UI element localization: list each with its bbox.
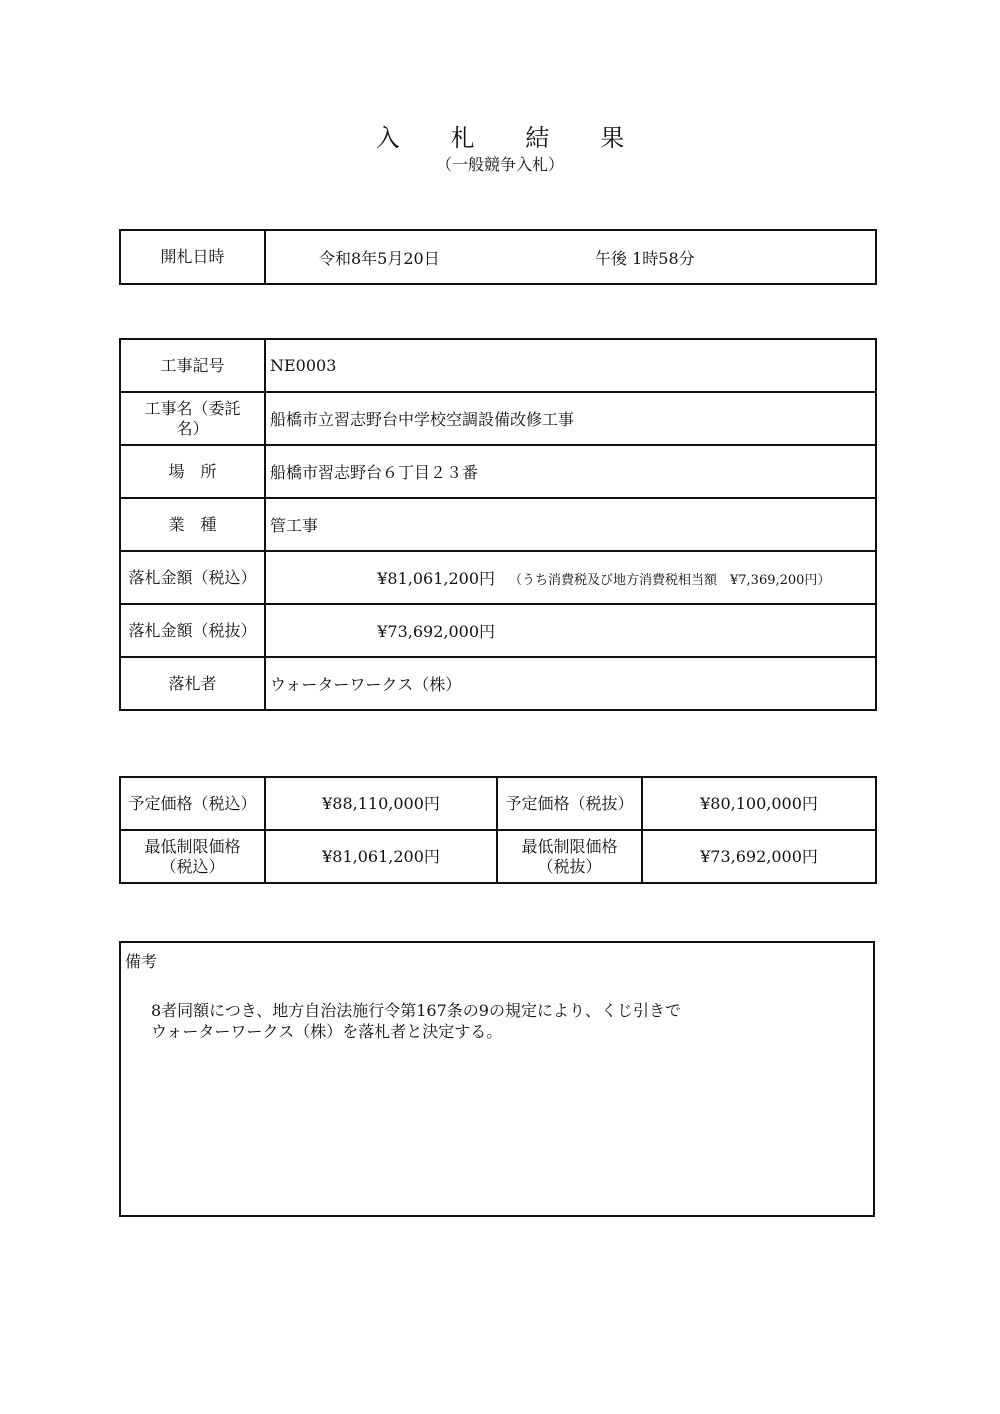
table-row [120,657,876,710]
details-table [119,338,877,711]
category-value: 管工事 [265,498,876,551]
min-price-incl-label: 最低制限価格（税込） [120,830,265,883]
table-row [120,604,876,657]
min-price-excl-label: 最低制限価格（税抜） [497,830,642,883]
bid-amount-excl-label: 落札金額（税抜） [120,604,265,657]
planned-price-excl-label: 予定価格（税抜） [497,777,642,830]
opening-table [119,229,877,285]
construction-name-label: 工事名（委託名） [120,392,265,445]
winner-label: 落札者 [120,657,265,710]
planned-price-excl-value: ¥80,100,000円 [642,777,876,830]
table-row [120,777,876,830]
table-row [120,339,876,392]
construction-name-value: 船橋市立習志野台中学校空調設備改修工事 [265,392,876,445]
location-label: 場 所 [120,445,265,498]
bid-amount-incl-value: ¥81,061,200円 [377,569,495,588]
construction-no-label: 工事記号 [120,339,265,392]
bid-amount-excl-cell [265,604,876,657]
remarks-box [119,941,875,1217]
opening-date: 令和8年5月20日 [319,248,440,268]
price-table [119,776,877,884]
bid-amount-incl-cell [265,551,876,604]
remarks-line-2: ウォーターワークス（株）を落札者と決定する。 [151,1022,503,1041]
table-row [120,392,876,445]
min-price-incl-value: ¥81,061,200円 [265,830,497,883]
planned-price-incl-value: ¥88,110,000円 [265,777,497,830]
planned-price-incl-label: 予定価格（税込） [120,777,265,830]
table-row [120,551,876,604]
table-row [120,830,876,883]
table-row [120,445,876,498]
opening-value [265,230,876,284]
category-label: 業 種 [120,498,265,551]
construction-no-value: NE0003 [265,339,876,392]
bid-amount-excl-value: ¥73,692,000円 [377,622,495,641]
opening-label: 開札日時 [120,230,265,284]
winner-value: ウォーターワークス（株） [265,657,876,710]
document-title: 入 札 結 果 [375,124,646,152]
table-row [120,498,876,551]
remarks-line-1: 8者同額につき、地方自治法施行令第167条の9の規定により、くじ引きで [151,1001,681,1020]
location-value: 船橋市習志野台６丁目２３番 [265,445,876,498]
min-price-excl-value: ¥73,692,000円 [642,830,876,883]
remarks-label: 備考 [125,952,158,971]
opening-row [120,230,876,284]
document-subtitle: （一般競争入札） [435,155,564,174]
opening-time: 午後 1時58分 [595,248,695,268]
tax-note: （うち消費税及び地方消費税相当額 ¥7,369,200円） [509,573,831,588]
remarks-body [151,1000,681,1042]
bid-amount-incl-label: 落札金額（税込） [120,551,265,604]
